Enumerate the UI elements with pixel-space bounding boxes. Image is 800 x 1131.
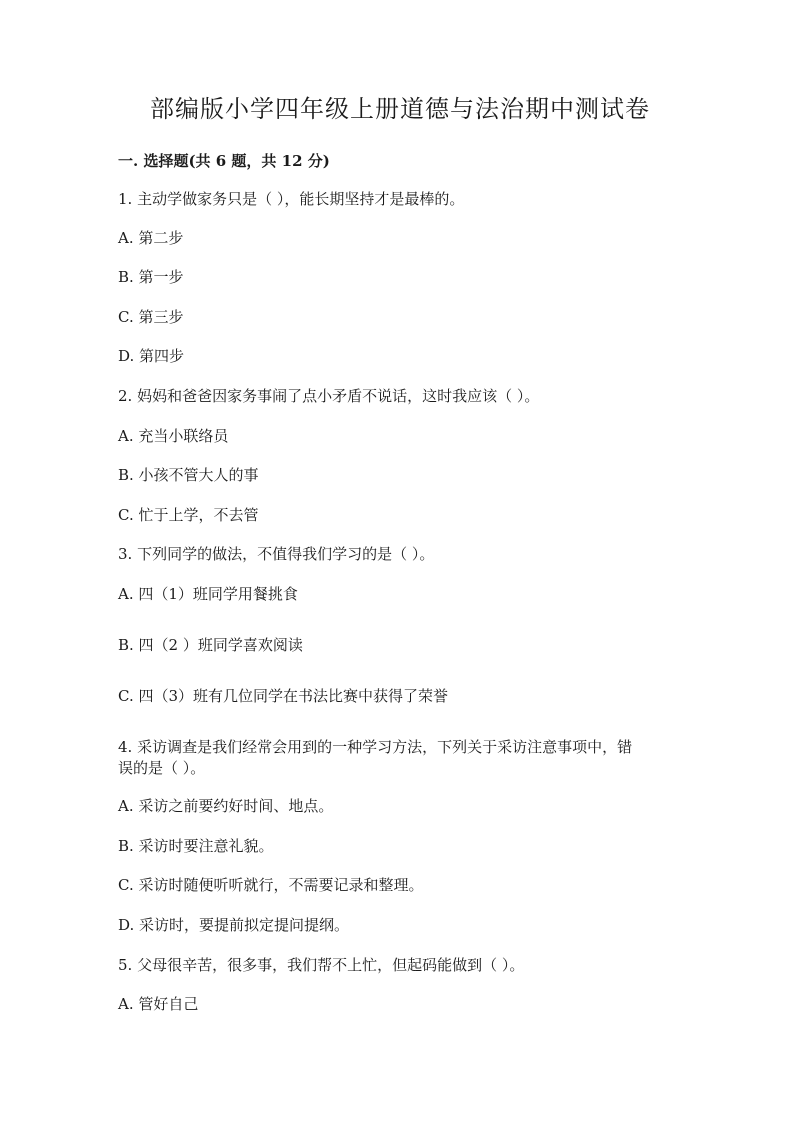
question-5-stem: 5. 父母很辛苦，很多事，我们帮不上忙，但起码能做到（ ）。 [118,956,525,974]
question-4-option-c: C. 采访时随便听听就行，不需要记录和整理。 [118,876,424,894]
question-4-option-b: B. 采访时要注意礼貌。 [118,837,274,855]
question-2-option-a: A. 充当小联络员 [118,427,229,445]
question-1-option-c: C. 第三步 [118,308,184,326]
question-2-stem: 2. 妈妈和爸爸因家务事闹了点小矛盾不说话，这时我应该（ ）。 [118,387,540,405]
question-1-stem: 1. 主动学做家务只是（ ），能长期坚持才是最棒的。 [118,190,465,208]
question-3-option-b: B. 四（2 ）班同学喜欢阅读 [118,636,303,654]
question-1-option-b: B. 第一步 [118,268,184,286]
question-3-option-c: C. 四（3）班有几位同学在书法比赛中获得了荣誉 [118,687,449,705]
question-4-option-d: D. 采访时，要提前拟定提问提纲。 [118,916,350,934]
question-2-option-c: C. 忙于上学，不去管 [118,506,259,524]
question-3-stem: 3. 下列同学的做法，不值得我们学习的是（ ）。 [118,545,435,563]
question-3-option-a: A. 四（1）班同学用餐挑食 [118,585,298,603]
question-4-stem-line-2: 误的是（ ）。 [118,759,206,777]
question-1-option-d: D. 第四步 [118,347,185,365]
question-4-option-a: A. 采访之前要约好时间、地点。 [118,797,334,815]
question-2-option-b: B. 小孩不管大人的事 [118,466,259,484]
question-4-stem-line-1: 4. 采访调查是我们经常会用到的一种学习方法，下列关于采访注意事项中，错 [118,738,633,756]
question-1-option-a: A. 第二步 [118,229,184,247]
section-heading: 一. 选择题(共 6 题，共 12 分) [118,152,330,170]
page-title: 部编版小学四年级上册道德与法治期中测试卷 [150,95,650,123]
question-5-option-a: A. 管好自己 [118,995,199,1013]
